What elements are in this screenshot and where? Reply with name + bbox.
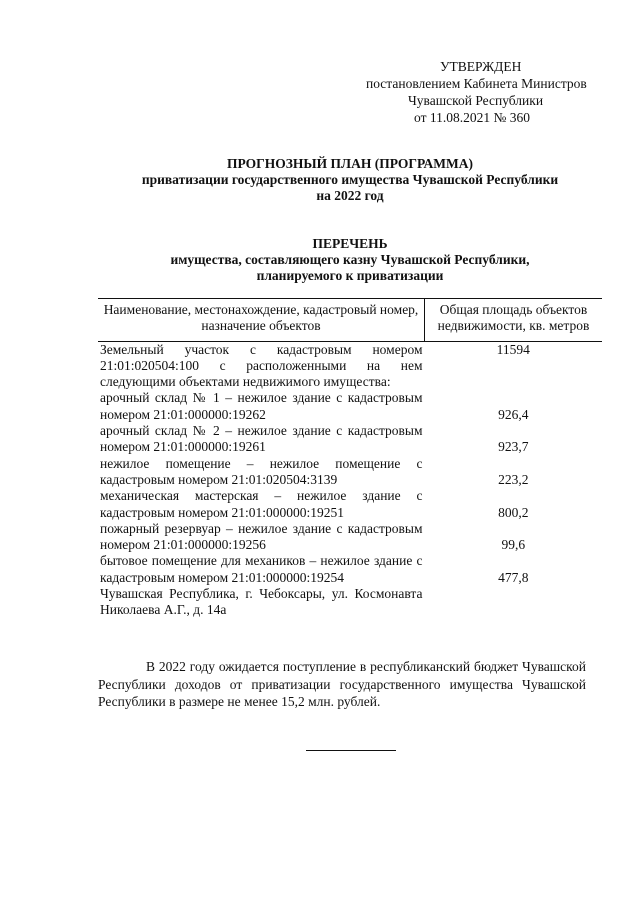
object-description: бытовое помещение для механиков – нежилое здание с кадастровым номером 21:01:000000:19254 [100, 553, 423, 585]
object-description: арочный склад № 2 – нежилое здание с кадастровым номером 21:01:000000:19261 [100, 423, 423, 455]
approval-date-number: от 11.08.2021 № 360 [414, 110, 530, 125]
approval-stamp: УТВЕРЖДЕН [440, 59, 522, 74]
object-area: 477,8 [498, 569, 529, 585]
table-row [98, 390, 602, 423]
object-area: 926,4 [498, 406, 529, 422]
object-description: механическая мастерская – нежилое здание с кадастровым номером 21:01:000000:19251 [100, 488, 423, 520]
plan-title-line-3: на 2022 год [316, 188, 384, 203]
object-area: 800,2 [498, 504, 529, 520]
plan-title-line-1: ПРОГНОЗНЫЙ ПЛАН (ПРОГРАММА) [227, 156, 473, 171]
plan-title [98, 156, 602, 204]
object-area [425, 586, 603, 619]
object-description: пожарный резервуар – нежилое здание с кадастровым номером 21:01:000000:19256 [100, 520, 423, 553]
object-description: нежилое помещение – нежилое помещение с кадастровым номером 21:01:020504:3139 [100, 455, 423, 487]
object-address: Чувашская Республика, г. Чебоксары, ул. Космонавта Николаева А.Г., д. 14а [100, 586, 423, 618]
table-row [98, 423, 602, 456]
object-area: 99,6 [501, 537, 526, 553]
table-row [98, 521, 602, 554]
list-title-line-3: планируемого к приватизации [256, 268, 444, 283]
closing-rule [306, 750, 396, 751]
header-objects: Наименование, местонахождение, кадастровый номер, назначение объектов [98, 299, 425, 342]
object-area: 223,2 [498, 471, 529, 487]
object-area: 923,7 [498, 439, 529, 455]
revenue-paragraph: В 2022 году ожидается поступление в республиканский бюджет Чувашской Республики доходов от приватизации государственного имущества Чувашской Республики в размере не менее 15,2 млн. рублей. [98, 659, 586, 709]
approval-republic: Чувашской Республики [408, 93, 544, 108]
approval-issuer: постановлением Кабинета Министров [366, 76, 587, 91]
table-row [98, 342, 602, 391]
approval-block [300, 58, 596, 126]
list-title-line-2: имущества, составляющего казну Чувашской Республики, [170, 252, 530, 267]
property-table [98, 298, 602, 619]
table-row [98, 456, 602, 489]
object-description: арочный склад № 1 – нежилое здание с кадастровым номером 21:01:000000:19262 [100, 390, 423, 422]
header-area: Общая площадь объектов недвижимости, кв. метров [425, 299, 603, 342]
list-title-line-1: ПЕРЕЧЕНЬ [312, 236, 388, 251]
table-row [98, 488, 602, 521]
table-header-row [98, 299, 602, 342]
table-row [98, 586, 602, 619]
list-title [98, 236, 602, 284]
object-description: Земельный участок с кадастровым номером 21:01:020504:100 с расположенными на нем следующими объектами недвижимого имущества: [100, 341, 423, 390]
plan-title-line-2: приватизации государственного имущества Чувашской Республики [141, 172, 559, 187]
object-area: 11594 [496, 341, 530, 357]
table-row [98, 553, 602, 586]
